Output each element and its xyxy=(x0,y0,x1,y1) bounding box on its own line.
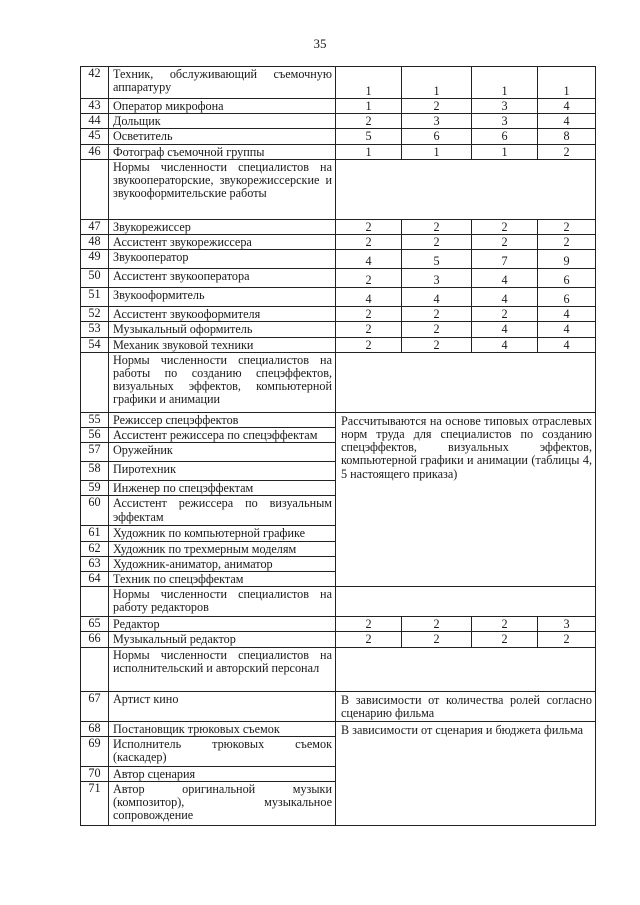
empty-values-cell xyxy=(336,647,596,691)
norm-value: 2 xyxy=(538,219,596,234)
norm-value: 3 xyxy=(402,114,472,129)
table-row xyxy=(81,129,596,144)
position-name: Пиротехник xyxy=(109,462,336,481)
norm-value: 2 xyxy=(402,617,472,632)
row-number: 59 xyxy=(81,481,109,496)
norm-value: 6 xyxy=(538,288,596,307)
row-number: 47 xyxy=(81,219,109,234)
row-number: 52 xyxy=(81,307,109,322)
merged-note-cell: В зависимости от сценария и бюджета фильма xyxy=(336,721,596,825)
norm-value: 1 xyxy=(402,144,472,159)
norm-value: 1 xyxy=(336,99,402,114)
table-row xyxy=(81,235,596,250)
position-name: Художник по трехмерным моделям xyxy=(109,541,336,556)
section-title: Нормы численности специалистов на исполнительский и авторский персонал xyxy=(109,647,336,691)
row-number: 64 xyxy=(81,572,109,587)
table-row xyxy=(81,412,596,427)
section-header-row xyxy=(81,647,596,691)
row-number: 50 xyxy=(81,269,109,288)
section-title: Нормы численности специалистов на работу редакторов xyxy=(109,587,336,617)
position-name: Ассистент режиссера по спецэффектам xyxy=(109,428,336,443)
norm-value: 2 xyxy=(538,144,596,159)
norm-value: 5 xyxy=(402,250,472,269)
row-number: 66 xyxy=(81,632,109,647)
position-name: Ассистент звукооформителя xyxy=(109,307,336,322)
row-number: 48 xyxy=(81,235,109,250)
norm-value: 6 xyxy=(538,269,596,288)
norm-value: 4 xyxy=(336,288,402,307)
row-number: 58 xyxy=(81,462,109,481)
norm-value: 4 xyxy=(538,114,596,129)
row-number: 45 xyxy=(81,129,109,144)
norm-value: 2 xyxy=(472,617,538,632)
row-number: 44 xyxy=(81,114,109,129)
norm-value: 4 xyxy=(472,288,538,307)
table-row xyxy=(81,632,596,647)
position-name: Техник, обслуживающий съемочную аппаратуру xyxy=(109,67,336,99)
norm-value: 3 xyxy=(402,269,472,288)
row-number: 68 xyxy=(81,721,109,736)
position-name: Исполнитель трюковых съемок (каскадер) xyxy=(109,736,336,766)
norm-value: 2 xyxy=(538,235,596,250)
row-number: 54 xyxy=(81,337,109,352)
position-name: Осветитель xyxy=(109,129,336,144)
position-name: Инженер по спецэффектам xyxy=(109,481,336,496)
table-row xyxy=(81,307,596,322)
norm-value: 2 xyxy=(336,337,402,352)
table-row xyxy=(81,114,596,129)
section-title: Нормы численности специалистов на работы по созданию спецэффектов, визуальных эффектов, компьютерной графики и анимации xyxy=(109,352,336,412)
position-name: Звукорежиссер xyxy=(109,219,336,234)
row-number xyxy=(81,352,109,412)
position-name: Музыкальный оформитель xyxy=(109,322,336,337)
position-name: Ассистент звукооператора xyxy=(109,269,336,288)
norm-value: 4 xyxy=(538,307,596,322)
table-row xyxy=(81,721,596,736)
norm-value: 6 xyxy=(472,129,538,144)
norm-value: 2 xyxy=(336,307,402,322)
row-number: 43 xyxy=(81,99,109,114)
table-row xyxy=(81,99,596,114)
position-name: Автор сценария xyxy=(109,766,336,781)
section-header-row xyxy=(81,352,596,412)
row-number: 62 xyxy=(81,541,109,556)
position-name: Оружейник xyxy=(109,443,336,462)
table-row xyxy=(81,322,596,337)
position-name: Режиссер спецэффектов xyxy=(109,412,336,427)
norm-value: 1 xyxy=(472,144,538,159)
row-number: 60 xyxy=(81,496,109,526)
row-number: 56 xyxy=(81,428,109,443)
table-row xyxy=(81,219,596,234)
table-body xyxy=(81,67,596,826)
position-name: Техник по спецэффектам xyxy=(109,572,336,587)
norm-value: 4 xyxy=(472,337,538,352)
empty-values-cell xyxy=(336,159,596,219)
note-cell: В зависимости от количества ролей согласно сценарию фильма xyxy=(336,691,596,721)
norm-value: 7 xyxy=(472,250,538,269)
norm-value: 3 xyxy=(538,617,596,632)
norm-value: 2 xyxy=(336,322,402,337)
norm-value: 2 xyxy=(472,235,538,250)
norm-value: 4 xyxy=(538,99,596,114)
page-number: 35 xyxy=(313,36,327,51)
norm-value: 2 xyxy=(402,632,472,647)
table-row xyxy=(81,337,596,352)
row-number: 63 xyxy=(81,556,109,571)
row-number: 51 xyxy=(81,288,109,307)
norm-value: 4 xyxy=(472,269,538,288)
norm-value: 4 xyxy=(538,322,596,337)
position-name: Звукооформитель xyxy=(109,288,336,307)
position-name: Редактор xyxy=(109,617,336,632)
norm-value: 2 xyxy=(402,235,472,250)
position-name: Художник-аниматор, аниматор xyxy=(109,556,336,571)
norm-value: 2 xyxy=(336,114,402,129)
table-row xyxy=(81,250,596,269)
norm-value: 1 xyxy=(472,67,538,99)
norm-value: 3 xyxy=(472,114,538,129)
row-number: 55 xyxy=(81,412,109,427)
norm-value: 4 xyxy=(402,288,472,307)
norm-value: 9 xyxy=(538,250,596,269)
norm-value: 1 xyxy=(402,67,472,99)
table-row xyxy=(81,144,596,159)
norm-value: 2 xyxy=(472,632,538,647)
norm-value: 2 xyxy=(538,632,596,647)
norm-value: 2 xyxy=(472,219,538,234)
row-number: 57 xyxy=(81,443,109,462)
norm-value: 4 xyxy=(472,322,538,337)
table-row xyxy=(81,691,596,721)
norm-value: 2 xyxy=(402,219,472,234)
table-row xyxy=(81,67,596,99)
row-number: 67 xyxy=(81,691,109,721)
norm-value: 1 xyxy=(538,67,596,99)
row-number: 46 xyxy=(81,144,109,159)
norm-value: 4 xyxy=(336,250,402,269)
norm-value: 2 xyxy=(472,307,538,322)
row-number: 65 xyxy=(81,617,109,632)
norm-value: 3 xyxy=(472,99,538,114)
norm-value: 5 xyxy=(336,129,402,144)
staffing-norms-table xyxy=(80,66,596,826)
position-name: Художник по компьютерной графике xyxy=(109,526,336,541)
position-name: Механик звуковой техники xyxy=(109,337,336,352)
row-number xyxy=(81,159,109,219)
norm-value: 2 xyxy=(336,219,402,234)
row-number: 70 xyxy=(81,766,109,781)
norm-value: 2 xyxy=(402,99,472,114)
row-number: 69 xyxy=(81,736,109,766)
section-title: Нормы численности специалистов на звукооператорские, звукорежиссерские и звукооформительские работы xyxy=(109,159,336,219)
empty-values-cell xyxy=(336,352,596,412)
position-name: Ассистент звукорежиссера xyxy=(109,235,336,250)
empty-values-cell xyxy=(336,587,596,617)
norm-value: 2 xyxy=(402,307,472,322)
table-row xyxy=(81,288,596,307)
norm-value: 2 xyxy=(402,322,472,337)
norm-value: 2 xyxy=(336,269,402,288)
row-number: 49 xyxy=(81,250,109,269)
position-name: Звукооператор xyxy=(109,250,336,269)
position-name: Дольщик xyxy=(109,114,336,129)
norm-value: 2 xyxy=(336,617,402,632)
row-number xyxy=(81,587,109,617)
position-name: Оператор микрофона xyxy=(109,99,336,114)
table-row xyxy=(81,269,596,288)
norm-value: 1 xyxy=(336,67,402,99)
section-header-row xyxy=(81,587,596,617)
norm-value: 6 xyxy=(402,129,472,144)
section-header-row xyxy=(81,159,596,219)
norm-value: 8 xyxy=(538,129,596,144)
row-number: 42 xyxy=(81,67,109,99)
table-row xyxy=(81,617,596,632)
row-number: 71 xyxy=(81,782,109,826)
norm-value: 2 xyxy=(402,337,472,352)
position-name: Фотограф съемочной группы xyxy=(109,144,336,159)
row-number xyxy=(81,647,109,691)
position-name: Ассистент режиссера по визуальным эффектам xyxy=(109,496,336,526)
norm-value: 1 xyxy=(336,144,402,159)
norm-value: 2 xyxy=(336,632,402,647)
merged-note-cell: Рассчитываются на основе типовых отраслевых норм труда для специалистов по созданию спецэффектов, визуальных эффектов, компьютерной графики и анимации (таблицы 4, 5 настоящего приказа) xyxy=(336,412,596,586)
position-name: Автор оригинальной музыки (композитор), музыкальное сопровождение xyxy=(109,782,336,826)
norm-value: 4 xyxy=(538,337,596,352)
row-number: 53 xyxy=(81,322,109,337)
position-name: Музыкальный редактор xyxy=(109,632,336,647)
position-name: Постановщик трюковых съемок xyxy=(109,721,336,736)
position-name: Артист кино xyxy=(109,691,336,721)
row-number: 61 xyxy=(81,526,109,541)
norm-value: 2 xyxy=(336,235,402,250)
